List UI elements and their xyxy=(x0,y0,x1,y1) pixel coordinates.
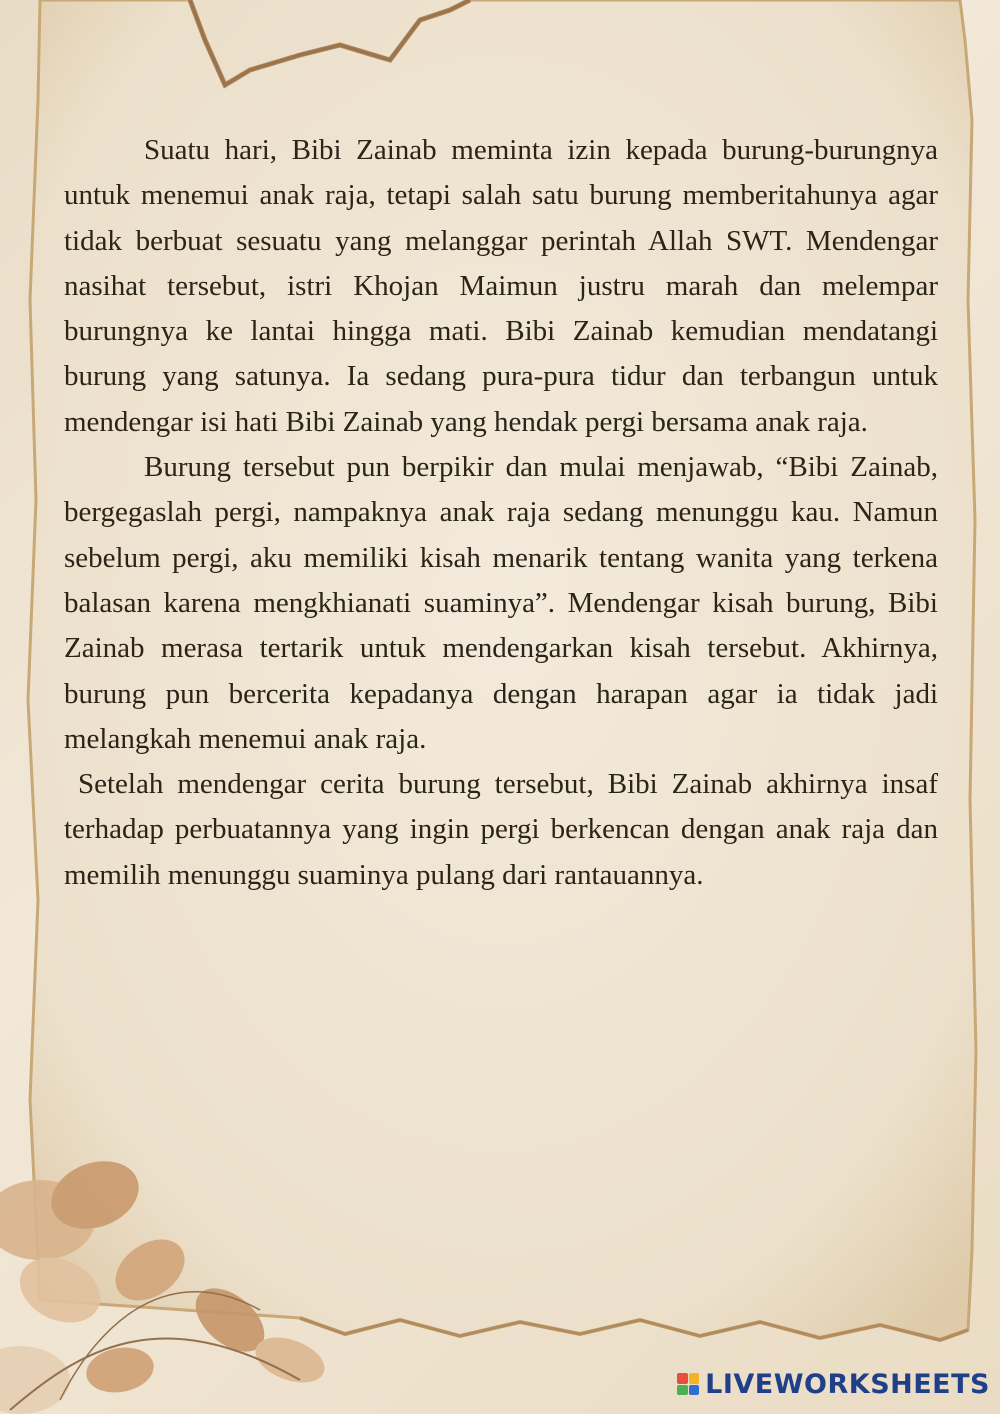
dried-flowers-decoration xyxy=(0,1150,420,1414)
story-text xyxy=(64,128,938,898)
liveworksheets-logo-icon xyxy=(677,1373,699,1395)
liveworksheets-logo xyxy=(677,1366,990,1402)
liveworksheets-logo-text: LIVEWORKSHEETS xyxy=(705,1368,990,1400)
story-paragraph-1: Suatu hari, Bibi Zainab meminta izin kepada burung-burungnya untuk menemui anak raja, tetapi salah satu burung memberitahunya agar tidak berbuat sesuatu yang melanggar perintah Allah SWT. Mendengar nasihat tersebut, istri Khojan Maimun justru marah dan melempar burungnya ke lantai hingga mati. Bibi Zainab kemudian mendatangi burung yang satunya. Ia sedang pura-pura tidur dan terbangun untuk mendengar isi hati Bibi Zainab yang hendak pergi bersama anak raja. xyxy=(64,134,938,438)
story-paragraph-2: Burung tersebut pun berpikir dan mulai menjawab, “Bibi Zainab, bergegaslah pergi, nampaknya anak raja sedang menunggu kau. Namun sebelum pergi, aku memiliki kisah menarik tentang wanita yang terkena balasan karena mengkhianati suaminya”. Mendengar kisah burung, Bibi Zainab merasa tertarik untuk mendengarkan kisah tersebut. Akhirnya, burung pun bercerita kepadanya dengan harapan agar ia tidak jadi melangkah menemui anak raja. xyxy=(64,451,938,755)
story-paragraph-3: Setelah mendengar cerita burung tersebut, Bibi Zainab akhirnya insaf terhadap perbuatannya yang ingin pergi berkencan dengan anak raja dan memilih menunggu suaminya pulang dari rantauannya. xyxy=(64,768,938,891)
